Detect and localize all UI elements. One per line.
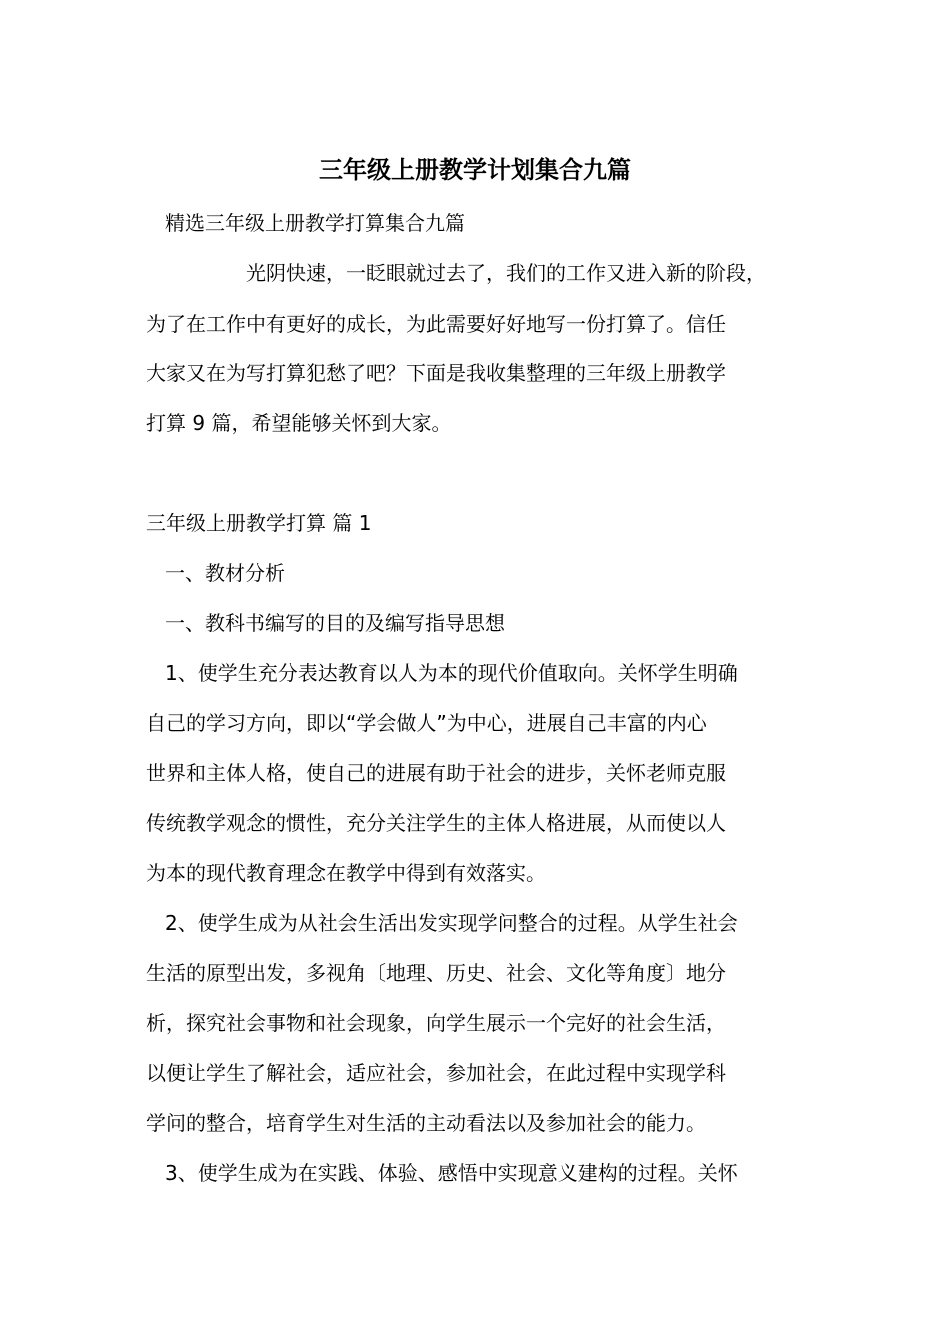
intro-line-1: 光阴快速，一眨眼就过去了，我们的工作又进入新的阶段，	[246, 261, 766, 285]
paragraph-2-line-4: 以便让学生了解社会，适应社会，参加社会，在此过程中实现学科	[146, 1061, 726, 1085]
section-heading: 三年级上册教学打算 篇 1	[146, 511, 372, 535]
paragraph-1-line-5: 为本的现代教育理念在教学中得到有效落实。	[146, 861, 546, 885]
document-subtitle: 精选三年级上册教学打算集合九篇	[165, 211, 465, 235]
paragraph-2-line-3: 析，探究社会事物和社会现象，向学生展示一个完好的社会生活，	[146, 1011, 726, 1035]
intro-line-3: 大家又在为写打算犯愁了吧？下面是我收集整理的三年级上册教学	[146, 361, 726, 385]
paragraph-1-line-4: 传统教学观念的惯性，充分关注学生的主体人格进展，从而使以人	[146, 811, 726, 835]
heading-textbook-analysis: 一、教材分析	[165, 561, 285, 585]
paragraph-1-line-1: 1、使学生充分表达教育以人为本的现代价值取向。关怀学生明确	[165, 661, 738, 685]
paragraph-2-line-5: 学问的整合，培育学生对生活的主动看法以及参加社会的能力。	[146, 1111, 706, 1135]
document-title: 三年级上册教学计划集合九篇	[319, 156, 631, 184]
paragraph-3-line-1: 3、使学生成为在实践、体验、感悟中实现意义建构的过程。关怀	[165, 1161, 738, 1185]
heading-purpose: 一、教科书编写的目的及编写指导思想	[165, 611, 505, 635]
paragraph-1-line-3: 世界和主体人格，使自己的进展有助于社会的进步，关怀老师克服	[146, 761, 726, 785]
intro-line-4: 打算 9 篇，希望能够关怀到大家。	[146, 411, 452, 435]
paragraph-1-line-2: 自己的学习方向，即以“学会做人”为中心，进展自己丰富的内心	[146, 711, 707, 735]
intro-line-2: 为了在工作中有更好的成长，为此需要好好地写一份打算了。信任	[146, 312, 726, 336]
paragraph-2-line-1: 2、使学生成为从社会生活出发实现学问整合的过程。从学生社会	[165, 911, 738, 935]
paragraph-2-line-2: 生活的原型出发，多视角〔地理、历史、社会、文化等角度〕地分	[146, 961, 726, 985]
